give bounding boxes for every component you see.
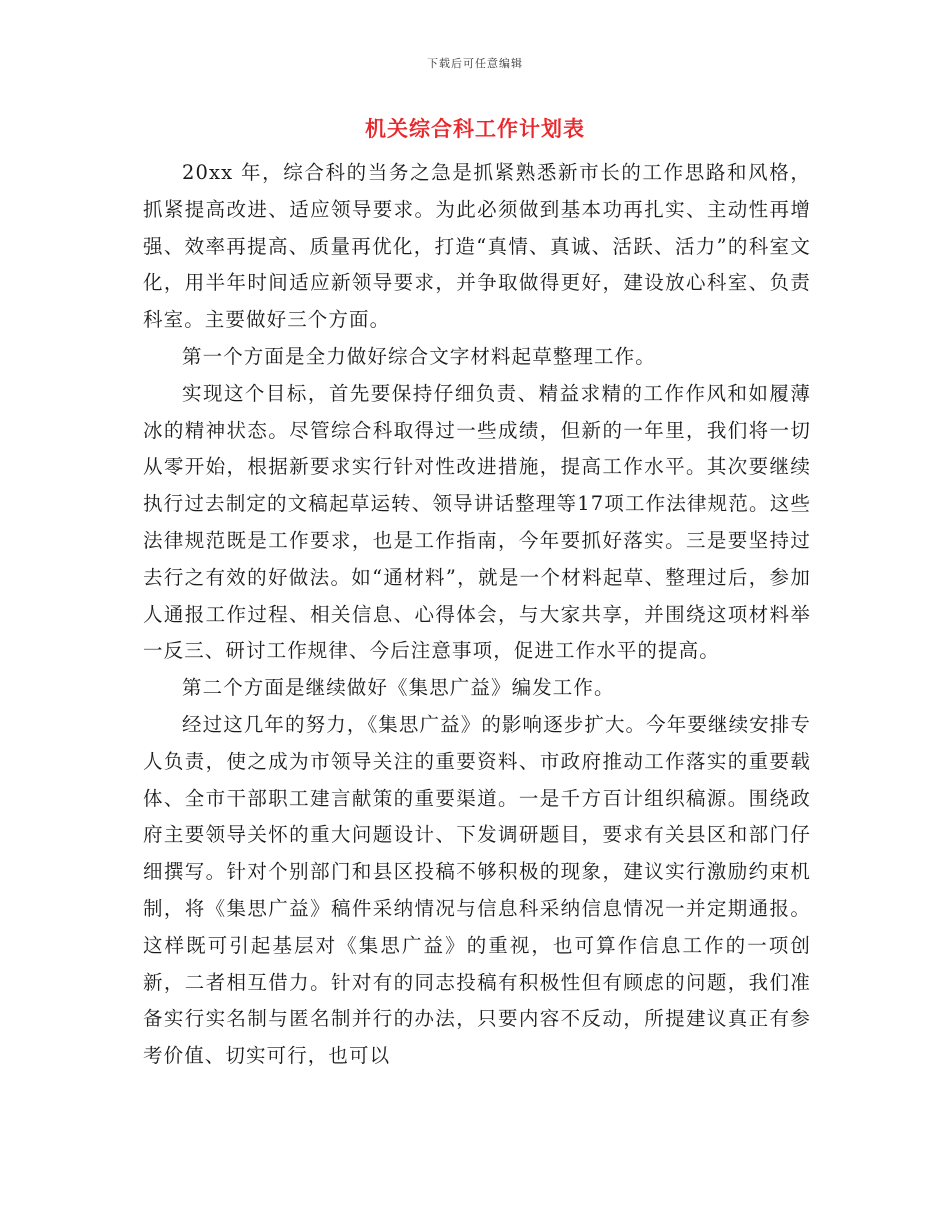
paragraph-section-2-heading: 第二个方面是继续做好《集思广益》编发工作。	[182, 676, 615, 700]
paragraph-section-1-body: 实现这个目标，首先要保持仔细负责、精益求精的工作作风和如履薄冰的精神状态。尽管综合科取得过一些成绩，但新的一年里，我们将一切从零开始，根据新要求实行针对性改进措施，提高工作水平。其次要继续执行过去制定的文稿起草运转、领导讲话整理等17项工作法律规范。这些法律规范既是工作要求，也是工作指南，今年要抓好落实。三是要坚持过去行之有效的好做法。如“通材料”，就是一个材料起草、整理过后，参加人通报工作过程、相关信息、心得体会，与大家共享，并围绕这项材料举一反三、研讨工作规律、今后注意事项，促进工作水平的提高。	[143, 381, 811, 663]
document-title: 机关综合科工作计划表	[365, 116, 585, 141]
paragraph-section-2-body: 经过这几年的努力，《集思广益》的影响逐步扩大。今年要继续安排专人负责，使之成为市领导关注的重要资料、市政府推动工作落实的重要载体、全市干部职工建言献策的重要渠道。一是千方百计组织稿源。围绕政府主要领导关怀的重大问题设计、下发调研题目，要求有关县区和部门仔细撰写。针对个别部门和县区投稿不够积极的现象，建议实行激励约束机制，将《集思广益》稿件采纳情况与信息科采纳信息情况一并定期通报。这样既可引起基层对《集思广益》的重视，也可算作信息工作的一项创新，二者相互借力。针对有的同志投稿有积极性但有顾虑的问题，我们准备实行实名制与匿名制并行的办法，只要内容不反动，所提建议真正有参考价值、切实可行，也可以	[143, 712, 811, 1068]
paragraph-intro: 20xx 年，综合科的当务之急是抓紧熟悉新市长的工作思路和风格，抓紧提高改进、适应领导要求。为此必须做到基本功再扎实、主动性再增强、效率再提高、质量再优化，打造“真情、真诚、活跃、活力”的科室文化，用半年时间适应新领导要求，并争取做得更好，建设放心科室、负责科室。主要做好三个方面。	[143, 161, 811, 332]
header-note: 下载后可任意编辑	[427, 57, 523, 70]
document-body	[143, 155, 811, 1075]
paragraph-section-1-heading: 第一个方面是全力做好综合文字材料起草整理工作。	[182, 344, 656, 368]
